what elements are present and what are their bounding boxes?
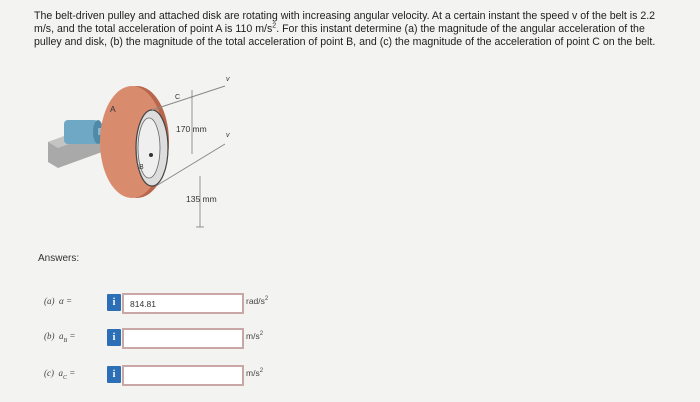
answer-b-label [44,331,76,344]
info-icon[interactable]: i [107,329,121,346]
answers-title: Answers: [38,253,80,264]
bearing-housing [64,120,98,144]
answer-row-b [0,327,700,349]
answer-b-input[interactable] [122,328,244,349]
label-c: C [175,94,181,101]
answer-b-unit [246,331,263,341]
answer-c-unit-text: m/s [246,368,260,378]
answer-a-unit-sup: 2 [264,296,269,303]
dim-170-label: 170 mm [176,124,207,134]
answer-a-unit [246,296,268,306]
answer-c-unit [246,368,263,378]
answer-a-input[interactable] [122,293,244,314]
info-icon[interactable]: i [107,366,121,383]
answer-b-symbol: a [59,331,64,341]
answer-c-label [44,368,75,381]
label-v-top: v [226,76,230,83]
answer-c-sub: C [63,374,68,381]
answer-c-unit-sup: 2 [259,368,264,375]
answer-c-eq: = [69,368,76,378]
problem-sup: 2 [272,22,277,30]
point-b-dot [149,153,153,157]
problem-statement [34,10,674,49]
answer-b-unit-sup: 2 [259,331,264,338]
problem-text-2: . For this instant determine (a) the magnitude of the angular acceleration of the pulley and disk, (b) the magnitude of the total acceleration of point B, and (c) the magnitude of the acceleration of point C on the belt. [34,23,656,48]
pulley-figure [40,76,300,242]
label-b: B [139,164,144,171]
problem-text-1: The belt-driven pulley and attached disk are rotating with increasing angular velocity. At a certain instant the speed v of the belt is 2.2 m/s, and the total acceleration of point A is 110 m/s [34,10,656,35]
answer-c-input[interactable] [122,365,244,386]
answer-row-c [0,364,700,386]
label-a: A [110,104,116,114]
answer-b-eq: = [69,331,76,341]
answer-b-unit-text: m/s [246,331,260,341]
belt-top [152,86,225,110]
dim-135-label: 135 mm [186,194,217,204]
answer-c-prefix: (c) [44,368,54,378]
label-v-bottom: v [226,132,230,139]
answer-c-symbol: a [58,368,63,378]
answer-row-a [0,292,700,314]
info-icon[interactable]: i [107,294,121,311]
answer-b-prefix: (b) [44,331,55,341]
answer-a-unit-text: rad/s [246,296,265,306]
answer-b-sub: B [63,337,68,344]
answer-a-label [44,296,72,306]
answer-a-prefix: (a) [44,296,55,306]
answer-a-symbol: α = [59,296,73,306]
pulley-diagram [40,82,300,242]
